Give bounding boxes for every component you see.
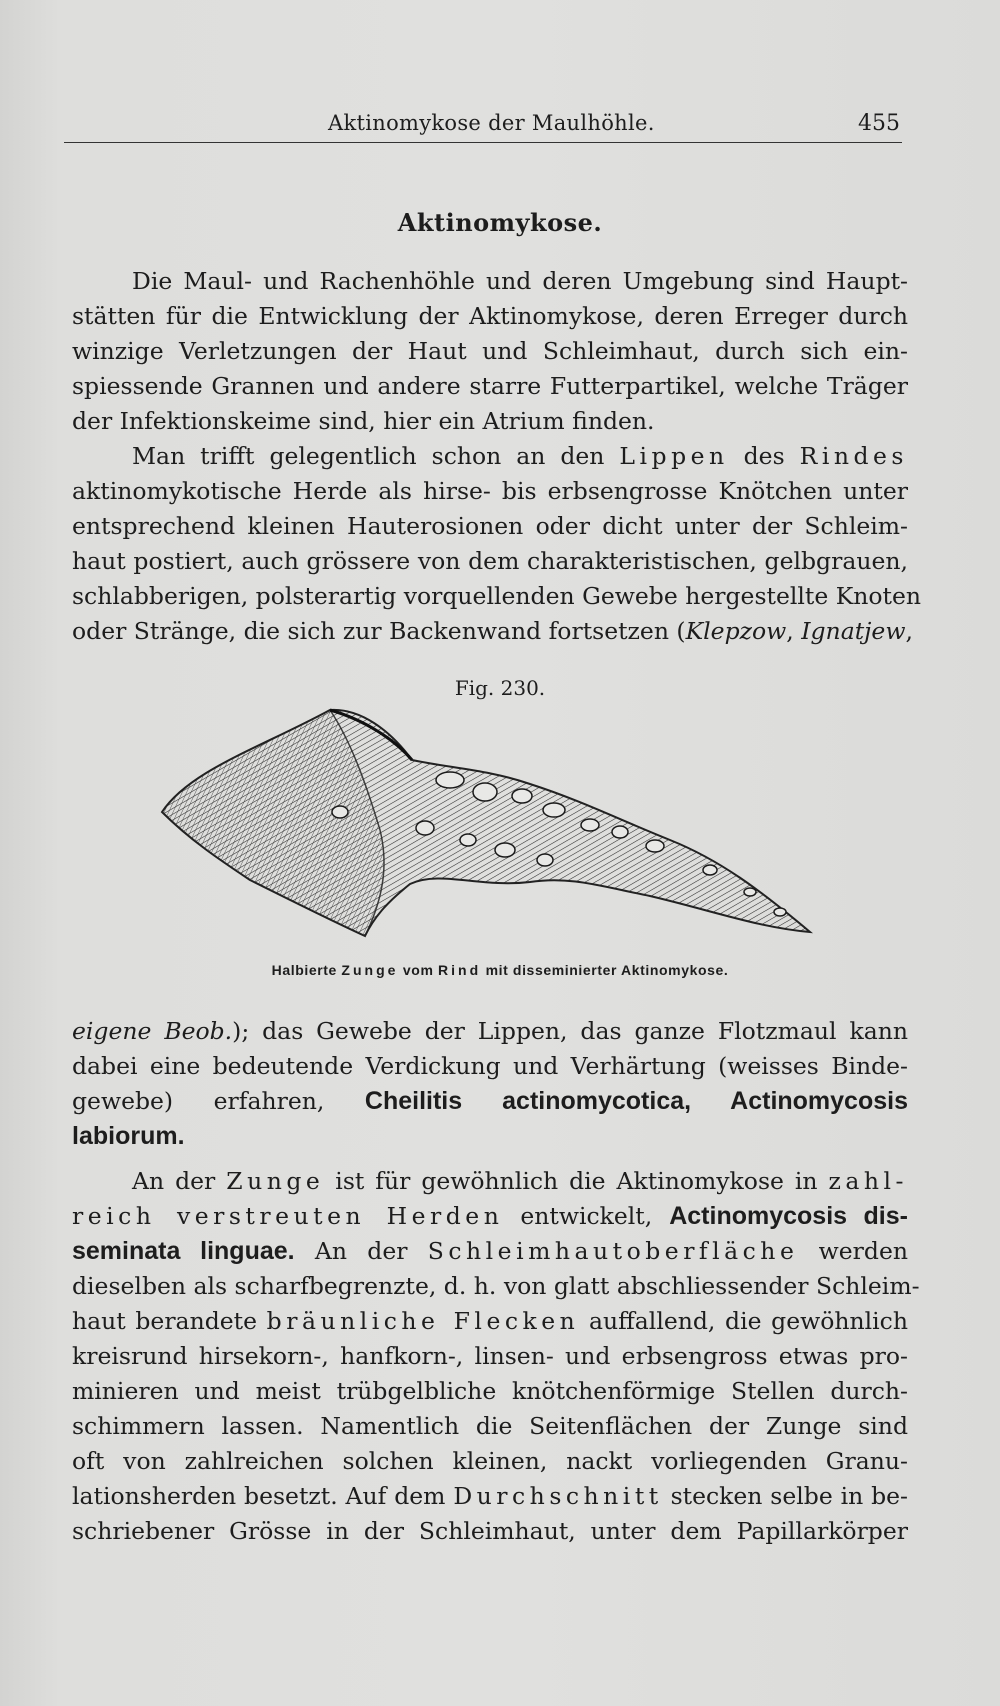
paragraph-line [72, 1121, 908, 1151]
paragraph-line [72, 1201, 908, 1231]
spaced-term: reich verstreuten Herden [72, 1202, 504, 1230]
caption-text: vom [402, 962, 434, 978]
text-span: des [743, 442, 785, 470]
paragraph-line: entsprechend kleinen Hauterosionen oder dicht unter der Schleim- [72, 512, 908, 540]
tongue-illustration [150, 700, 830, 960]
paragraph-line: der Infektionskeime sind, hier ein Atrium finden. [72, 407, 655, 435]
spaced-term: zahl- [828, 1167, 908, 1195]
paragraph-line: haut postiert, auch grössere von dem charakteristischen, gelbgrauen, [72, 547, 908, 575]
spaced-term-rindes: Rindes [799, 442, 908, 470]
paragraph-line: schimmern lassen. Namentlich die Seitenflächen der Zunge sind [72, 1412, 908, 1440]
bold-term: seminata linguae. [72, 1237, 295, 1265]
spaced-term-lippen: Lippen [619, 442, 729, 470]
text-span: , [905, 617, 913, 645]
paragraph-line: aktinomykotische Herde als hirse- bis erbsengrosse Knötchen unter [72, 477, 908, 505]
paragraph-line: minieren und meist trübgelbliche knötchenförmige Stellen durch- [72, 1377, 908, 1405]
text-span: ist für gewöhnlich die Aktinomykose in [335, 1167, 818, 1195]
paragraph-line [72, 1086, 908, 1116]
text-span: , [786, 617, 802, 645]
caption-text: Halbierte [271, 962, 337, 978]
paragraph-line: Die Maul- und Rachenhöhle und deren Umgebung sind Haupt- [132, 267, 908, 295]
paragraph-line [132, 441, 908, 471]
spaced-term: Schleimhautoberfläche [427, 1237, 799, 1265]
bold-term: Actinomycosis dis- [669, 1202, 908, 1230]
text-span: oder Stränge, die sich zur Backenwand fortsetzen ( [72, 617, 686, 645]
paragraph-line [72, 1481, 908, 1511]
figure-caption [0, 962, 1000, 978]
text-span: gewebe) erfahren, [72, 1087, 325, 1115]
bold-term: Cheilitis actinomycotica, Actinomycosis [364, 1087, 908, 1115]
spaced-term: bräunliche Flecken [266, 1307, 580, 1335]
paragraph-line: kreisrund hirsekorn-, hanfkorn-, linsen- und erbsengross etwas pro- [72, 1342, 908, 1370]
paragraph-line [132, 1166, 908, 1196]
paragraph-line [72, 1306, 908, 1336]
author-name: Klepzow [685, 617, 787, 645]
spaced-term-zunge: Zunge [226, 1167, 325, 1195]
paragraph-line [72, 1016, 908, 1046]
header-title: Aktinomykose der Maulhöhle. [328, 111, 655, 135]
spaced-term: Durchschnitt [453, 1482, 663, 1510]
text-span: An der [132, 1167, 216, 1195]
paragraph-line: oft von zahlreichen solchen kleinen, nackt vorliegenden Granu- [72, 1447, 908, 1475]
page-number: 455 [858, 111, 900, 136]
section-title: Aktinomykose. [397, 208, 603, 237]
text-span: lationsherden besetzt. Auf dem [72, 1482, 446, 1510]
paragraph-line: schlabberigen, polsterartig vorquellenden Gewebe hergestellte Knoten [72, 582, 922, 610]
caption-text: mit disseminierter Aktinomykose. [485, 962, 729, 978]
text-span: haut berandete [72, 1307, 258, 1335]
text-span: werden [818, 1237, 908, 1265]
text-span: ); das Gewebe der Lippen, das ganze Flotzmaul kann [232, 1017, 908, 1045]
paragraph-line: schriebener Grösse in der Schleimhaut, unter dem Papillarkörper [72, 1517, 908, 1545]
text-span: entwickelt, [520, 1202, 653, 1230]
text-span: auffallend, die gewöhnlich [588, 1307, 908, 1335]
author-name: Ignatjew [801, 617, 906, 645]
paragraph-line: dieselben als scharfbegrenzte, d. h. von glatt abschliessender Schleim- [72, 1272, 920, 1300]
text-span: An der [314, 1237, 408, 1265]
paragraph-line: stätten für die Entwicklung der Aktinomykose, deren Erreger durch [72, 302, 908, 330]
paragraph-line [72, 1236, 908, 1266]
paragraph-line: dabei eine bedeutende Verdickung und Verhärtung (weisses Binde- [72, 1052, 908, 1080]
figure-label: Fig. 230. [454, 676, 546, 700]
bold-term: labiorum. [72, 1122, 185, 1150]
paragraph-line: winzige Verletzungen der Haut und Schleimhaut, durch sich ein- [72, 337, 908, 365]
paragraph-line [72, 616, 913, 646]
text-span: Man trifft gelegentlich schon an den [132, 442, 605, 470]
running-header [64, 108, 902, 143]
caption-spaced-term: Rind [438, 962, 482, 978]
paragraph-line: spiessende Grannen und andere starre Futterpartikel, welche Träger [72, 372, 908, 400]
text-span: stecken selbe in be- [670, 1482, 908, 1510]
caption-spaced-term: Zunge [341, 962, 399, 978]
citation: eigene Beob. [72, 1017, 233, 1045]
